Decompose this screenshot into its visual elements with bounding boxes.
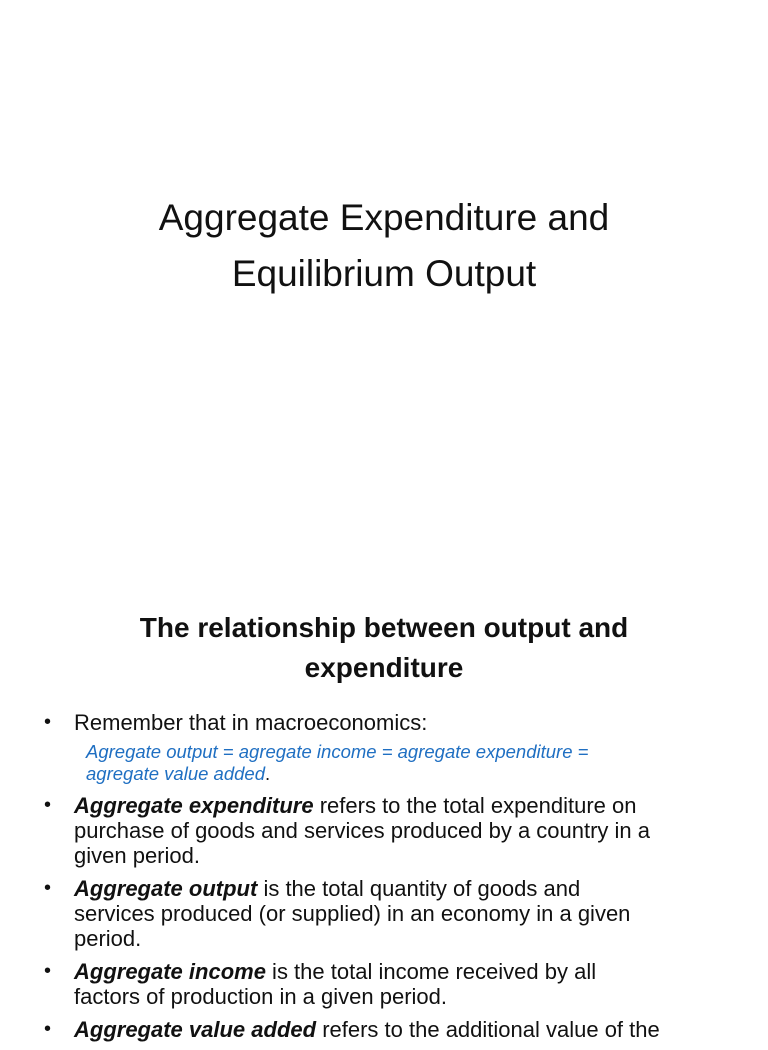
term-aggregate-output: Aggregate output — [74, 876, 258, 901]
title-line-1: Aggregate Expenditure and — [158, 197, 610, 238]
formula-line-2 — [86, 763, 728, 785]
bullet-remember — [44, 710, 728, 785]
bullet-text: refers to the additional value of the — [316, 1017, 660, 1042]
bullet-line-3: given period. — [74, 843, 200, 868]
bullet-marker: • — [44, 1018, 52, 1040]
formula-line-2-text: agregate value added — [86, 763, 265, 784]
bullet-line-2: purchase of goods and services produced by a country in a — [74, 818, 651, 843]
term-aggregate-expenditure: Aggregate expenditure — [74, 793, 314, 818]
identity-formula — [86, 741, 728, 785]
bullet-aggregate-output — [44, 876, 728, 951]
bullet-line-1 — [74, 1017, 728, 1042]
term-aggregate-income: Aggregate income — [74, 959, 266, 984]
bullet-aggregate-value-added — [44, 1017, 728, 1042]
bullet-line-2: services produced (or supplied) in an economy in a given — [74, 901, 631, 926]
bullet-marker: • — [44, 794, 52, 816]
bullet-text: Remember that in macroeconomics: — [74, 710, 428, 735]
term-aggregate-value-added: Aggregate value added — [74, 1017, 317, 1042]
bullet-line-3: period. — [74, 926, 142, 951]
formula-period: . — [264, 763, 271, 784]
bullet-aggregate-income — [44, 959, 728, 1009]
slide-relationship — [0, 576, 768, 1042]
bullet-marker: • — [44, 711, 52, 733]
bullet-marker: • — [44, 960, 52, 982]
bullet-line-1 — [74, 959, 728, 984]
bullet-aggregate-expenditure — [44, 793, 728, 868]
subtitle-line-1: The relationship between output and — [139, 612, 629, 643]
bullet-list — [44, 710, 728, 1050]
title-line-2: Equilibrium Output — [231, 253, 537, 294]
bullet-text: refers to the total expenditure on — [313, 793, 637, 818]
bullet-text: is the total quantity of goods and — [257, 876, 581, 901]
bullet-line-2: factors of production in a given period. — [74, 984, 448, 1009]
bullet-text: is the total income received by all — [265, 959, 597, 984]
formula-line-1: Agregate output = agregate income = agregate expenditure = — [86, 741, 589, 762]
slide-title-heading — [40, 190, 728, 302]
slide-subtitle — [60, 608, 708, 688]
subtitle-line-2: expenditure — [304, 652, 464, 683]
bullet-line-1 — [74, 793, 728, 818]
bullet-line-1 — [74, 876, 728, 901]
bullet-marker: • — [44, 877, 52, 899]
